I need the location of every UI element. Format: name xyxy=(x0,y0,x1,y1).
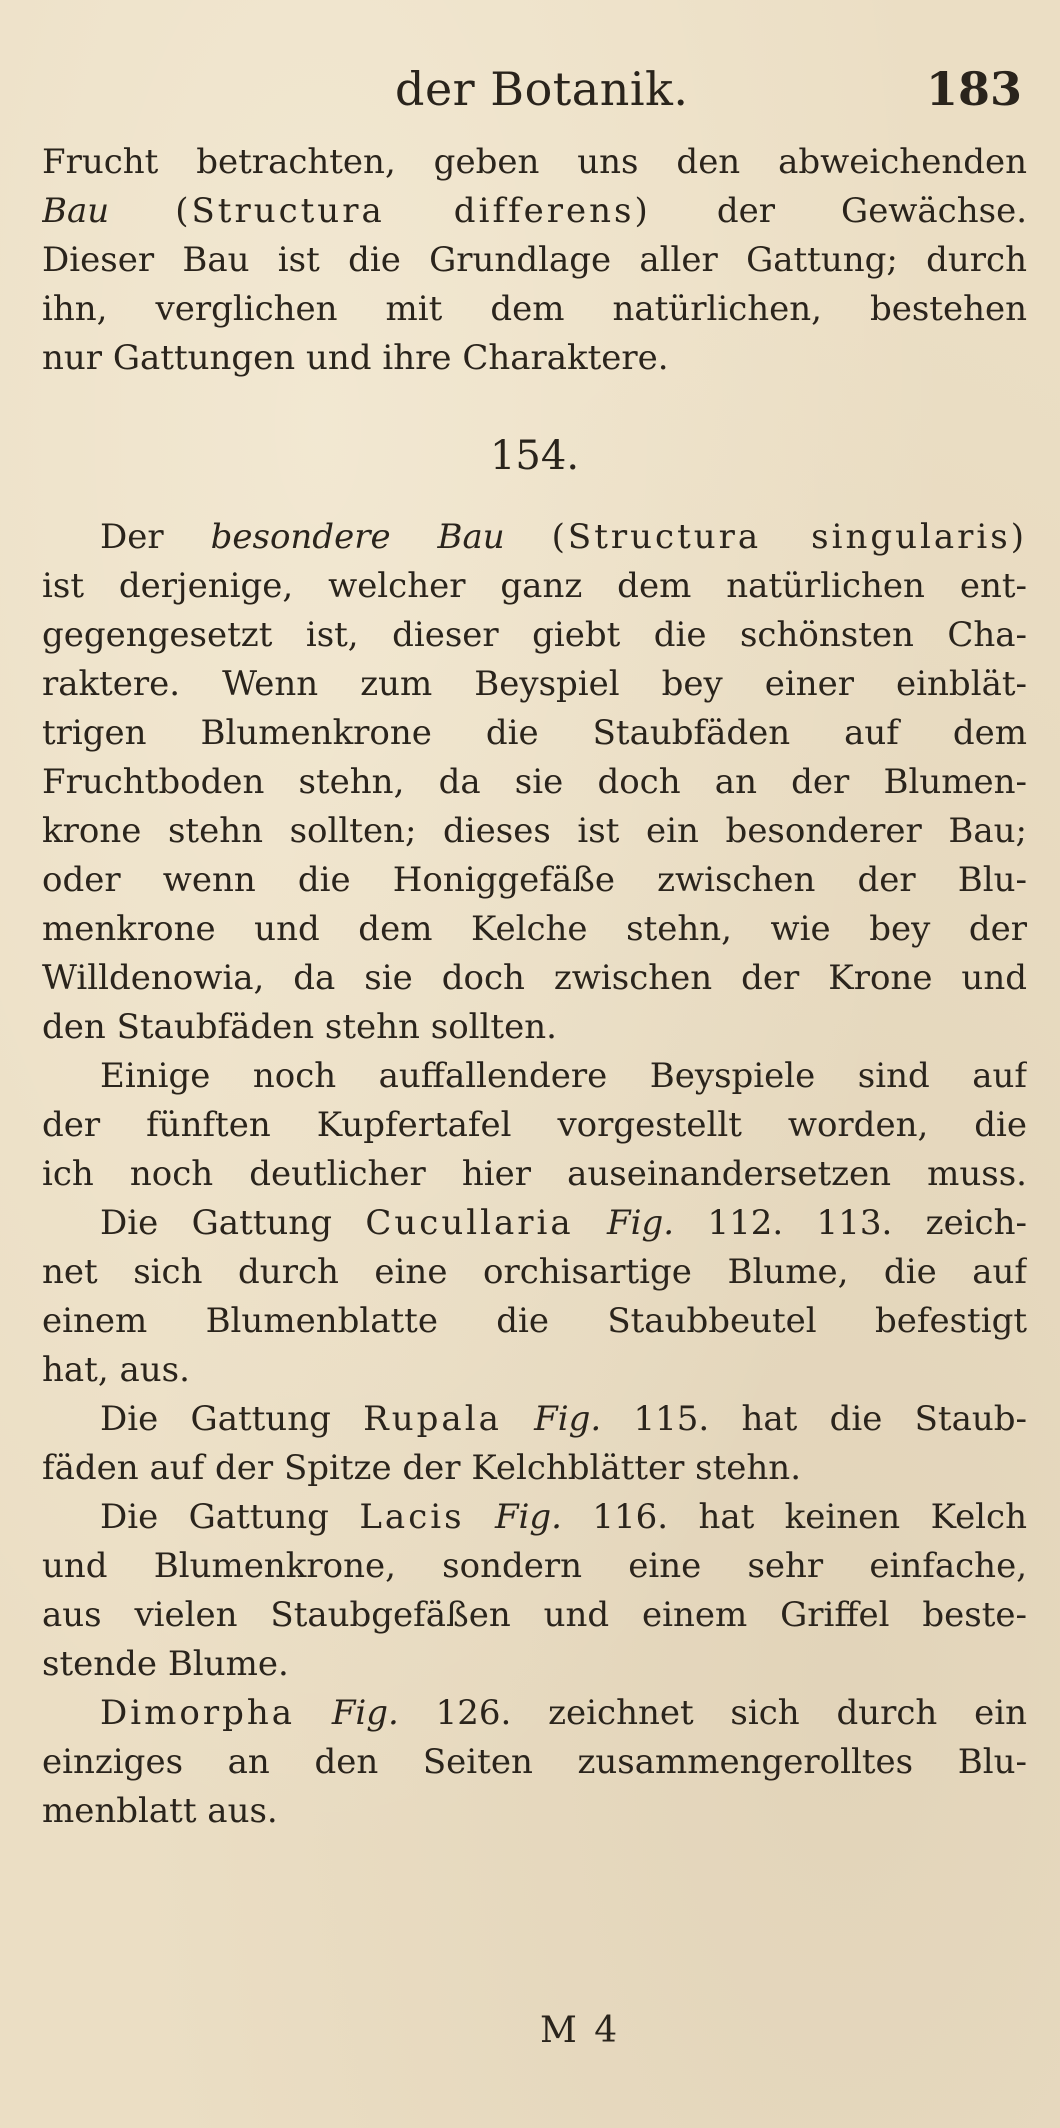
text-line: menkrone und dem Kelche stehn, wie bey der xyxy=(42,909,1027,949)
emphasis: besondere Bau xyxy=(210,517,505,557)
signature-mark: M 4 xyxy=(540,2010,621,2051)
text-line: hat, aus. xyxy=(42,1350,190,1390)
text-line: Willdenowia, da sie doch zwischen der Krone und xyxy=(42,958,1027,998)
figure-ref: Fig. xyxy=(534,1399,602,1439)
text-line: ihn, verglichen mit dem natürlichen, bestehen xyxy=(42,289,1027,329)
text-line: der fünften Kupfertafel vorgestellt worden, die xyxy=(42,1105,1027,1145)
text-line: krone stehn sollten; dieses ist ein besonderer Bau; xyxy=(42,811,1027,851)
page-number: 183 xyxy=(925,62,1022,116)
text-line: Der besondere Bau (Structura singularis) xyxy=(100,517,1027,557)
section-number: 154. xyxy=(489,433,580,479)
text-line: raktere. Wenn zum Beyspiel bey einer einblät- xyxy=(42,664,1027,704)
genus-name: Lacis xyxy=(359,1497,465,1537)
figure-ref: Fig. xyxy=(607,1203,675,1243)
latin-term: (Structura differens) xyxy=(175,191,651,231)
text-line: fäden auf der Spitze der Kelchblätter stehn. xyxy=(42,1448,802,1488)
text-line: trigen Blumenkrone die Staubfäden auf dem xyxy=(42,713,1027,753)
running-head xyxy=(0,62,1060,122)
text-line: oder wenn die Honiggefäße zwischen der Blu- xyxy=(42,860,1027,900)
text-line: Fruchtboden stehn, da sie doch an der Blumen- xyxy=(42,762,1027,802)
text-line: und Blumenkrone, sondern eine sehr einfache, xyxy=(42,1546,1027,1586)
running-title: der Botanik. xyxy=(395,62,689,116)
text-line: gegengesetzt ist, dieser giebt die schönsten Cha- xyxy=(42,615,1027,655)
genus-name: Rupala xyxy=(363,1399,502,1439)
text-line: ist derjenige, welcher ganz dem natürlichen ent- xyxy=(42,566,1027,606)
text-line: Die Gattung Lacis Fig. 116. hat keinen Kelch xyxy=(100,1497,1027,1537)
text-line: ich noch deutlicher hier auseinandersetzen muss. xyxy=(42,1154,1027,1194)
body-text xyxy=(42,138,1027,1836)
text-line: stende Blume. xyxy=(42,1644,289,1684)
text-line: Die Gattung Rupala Fig. 115. hat die Staub- xyxy=(100,1399,1027,1439)
latin-term: (Structura singularis) xyxy=(551,517,1027,557)
emphasis: Bau xyxy=(42,191,110,231)
text-line: Bau (Structura differens) der Gewächse. xyxy=(42,191,1027,231)
text-line: Frucht betrachten, geben uns den abweichenden xyxy=(42,142,1027,182)
text-line: den Staubfäden stehn sollten. xyxy=(42,1007,557,1047)
figure-ref: Fig. xyxy=(331,1693,399,1733)
text-line: aus vielen Staubgefäßen und einem Griffel beste- xyxy=(42,1595,1027,1635)
text-line: einziges an den Seiten zusammengerolltes Blu- xyxy=(42,1742,1027,1782)
text-line: einem Blumenblatte die Staubbeutel befestigt xyxy=(42,1301,1027,1341)
text-line: Dimorpha Fig. 126. zeichnet sich durch ein xyxy=(100,1693,1027,1733)
text-line: Einige noch auffallendere Beyspiele sind auf xyxy=(100,1056,1027,1096)
text-line: net sich durch eine orchisartige Blume, die auf xyxy=(42,1252,1027,1292)
text-line: Die Gattung Cucullaria Fig. 112. 113. zeich- xyxy=(100,1203,1027,1243)
text-line: nur Gattungen und ihre Charaktere. xyxy=(42,338,669,378)
figure-ref: Fig. xyxy=(494,1497,562,1537)
genus-name: Dimorpha xyxy=(100,1693,296,1733)
genus-name: Cucullaria xyxy=(365,1203,574,1243)
text-line: menblatt aus. xyxy=(42,1791,278,1831)
text-line: Dieser Bau ist die Grundlage aller Gattung; durch xyxy=(42,240,1027,280)
